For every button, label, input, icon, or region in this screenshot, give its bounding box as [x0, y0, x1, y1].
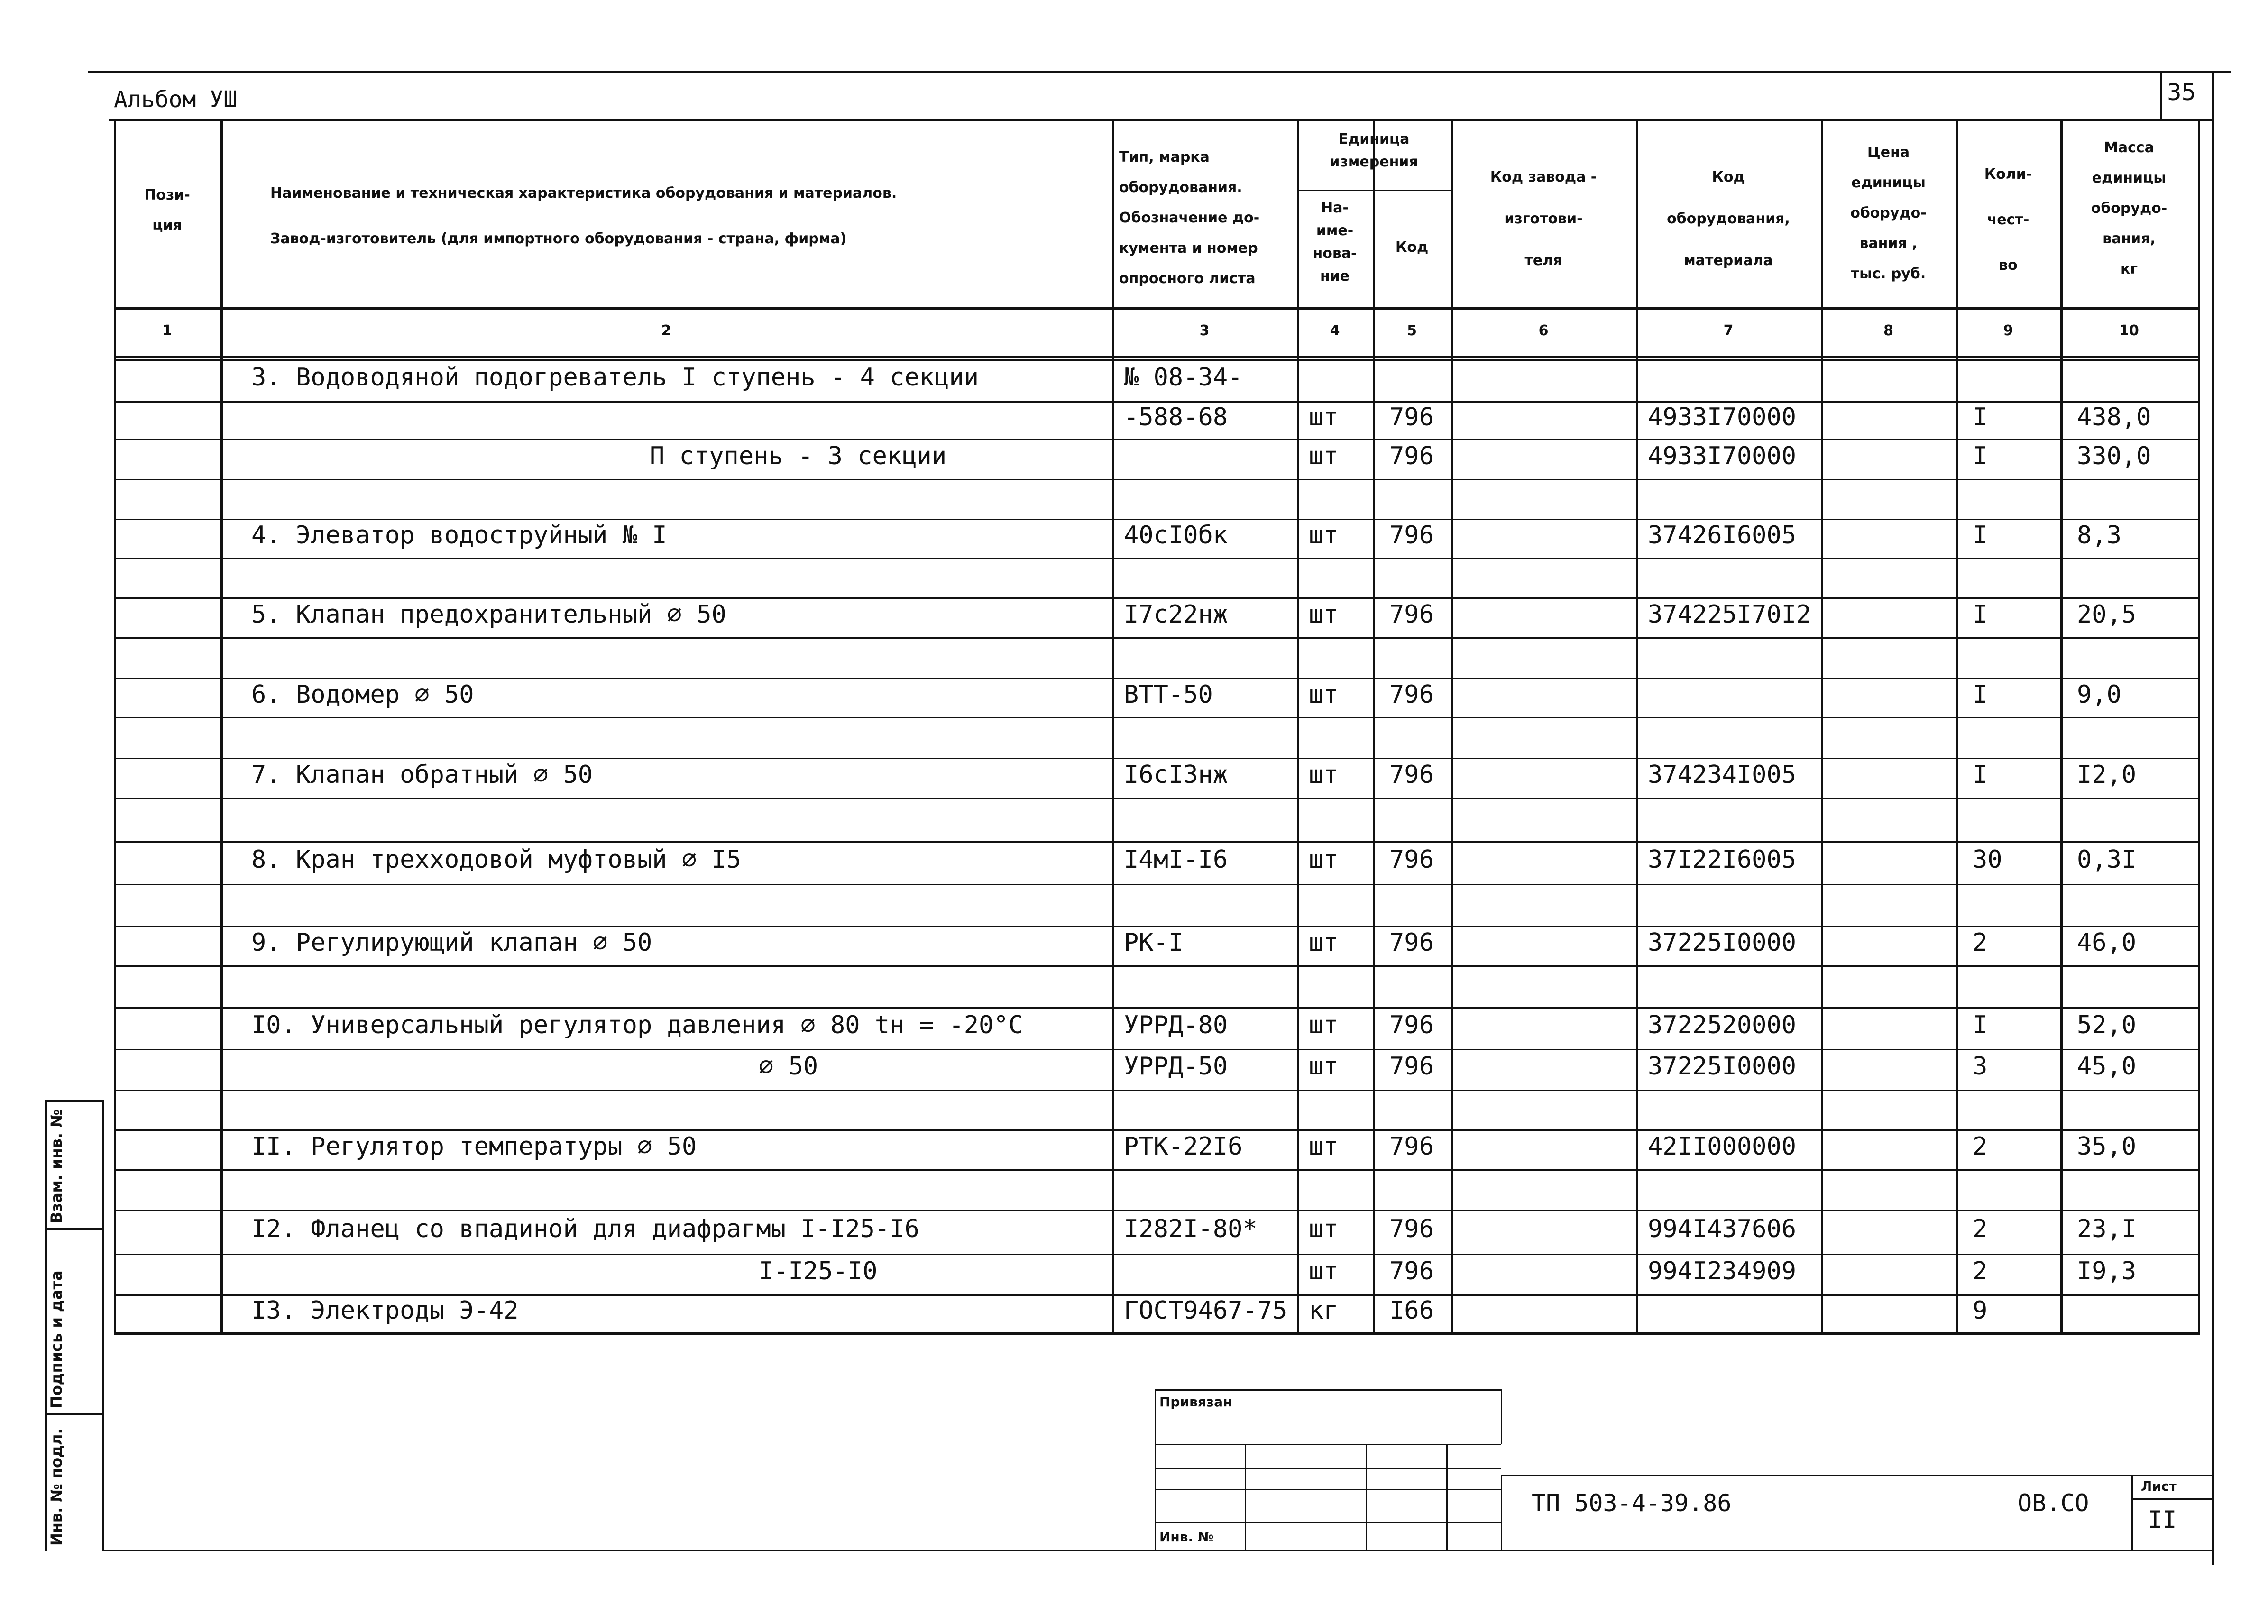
row-mass: I2,0 — [2077, 761, 2137, 789]
row-code: 796 — [1389, 845, 1434, 874]
row-name: I2. Фланец со впадиной для диафрагмы I-I25-I6 — [251, 1215, 919, 1243]
sheet-number: II — [2148, 1506, 2177, 1533]
row-unit: шт — [1309, 1215, 1339, 1243]
row-unit: шт — [1309, 521, 1339, 550]
row-mass: 9,0 — [2077, 680, 2121, 709]
row-code: 796 — [1389, 442, 1434, 470]
row-mass: 52,0 — [2077, 1011, 2137, 1039]
row-code: 796 — [1389, 521, 1434, 550]
row-code: 796 — [1389, 1052, 1434, 1081]
row-code: I66 — [1389, 1296, 1434, 1325]
row-name: I3. Электроды Э-42 — [251, 1296, 519, 1325]
row-qty: I — [1973, 521, 1988, 550]
row-code: 796 — [1389, 928, 1434, 957]
row-mass: 0,3I — [2077, 845, 2137, 874]
row-unit: шт — [1309, 761, 1339, 789]
column-number: 6 — [1538, 322, 1549, 339]
row-equip-code: 374234I005 — [1648, 761, 1797, 789]
row-equip-code: 994I234909 — [1648, 1257, 1797, 1285]
column-number: 9 — [2003, 322, 2013, 339]
sheet-label: Лист — [2141, 1478, 2177, 1494]
header-type: Тип, марка оборудования. Обозначение до- кумента и номер опросного листа — [1119, 149, 1260, 287]
row-mass: 46,0 — [2077, 928, 2137, 957]
row-unit: шт — [1309, 1132, 1339, 1161]
row-equip-code: 4933I70000 — [1648, 442, 1797, 470]
page-number: 35 — [2167, 79, 2196, 106]
frame-right-line — [2212, 71, 2214, 1565]
header-qty: Коли- чест- во — [1984, 166, 2032, 274]
row-type: РК-I — [1124, 928, 1184, 957]
row-unit: шт — [1309, 928, 1339, 957]
row-name: II. Регулятор температуры ∅ 50 — [251, 1132, 697, 1161]
row-qty: I — [1973, 403, 1988, 431]
header-factory-code: Код завода - изготови- теля — [1490, 169, 1597, 269]
row-equip-code: 374225I70I2 — [1648, 600, 1811, 629]
header-name: Наименование и техническая характеристика оборудования и материалов. Завод-изготовитель (для импортного оборудования - страна, фирма) — [270, 185, 897, 247]
row-qty: 2 — [1973, 1257, 1988, 1285]
column-number: 4 — [1330, 322, 1340, 339]
header-pos: Пози- ция — [144, 187, 190, 234]
row-unit: шт — [1309, 1257, 1339, 1285]
row-code: 796 — [1389, 403, 1434, 431]
row-name: 6. Водомер ∅ 50 — [251, 680, 474, 709]
row-qty: 2 — [1973, 1132, 1988, 1161]
row-qty: I — [1973, 680, 1988, 709]
row-qty: 30 — [1973, 845, 2002, 874]
row-name: I0. Универсальный регулятор давления ∅ 80 tн = -20°С — [251, 1011, 1023, 1039]
top-border — [88, 71, 2231, 73]
row-qty: 3 — [1973, 1052, 1988, 1081]
header-equip-code: Код оборудования, материала — [1667, 169, 1790, 269]
row-name: ∅ 50 — [759, 1052, 818, 1081]
row-mass: I9,3 — [2077, 1257, 2137, 1285]
row-code: 796 — [1389, 1215, 1434, 1243]
row-mass: 23,I — [2077, 1215, 2137, 1243]
header-unit-name: На- име- нова- ние — [1313, 200, 1357, 284]
column-number: 10 — [2119, 322, 2139, 339]
row-equip-code: 4933I70000 — [1648, 403, 1797, 431]
row-name: 4. Элеватор водоструйный № I — [251, 521, 667, 550]
row-qty: I — [1973, 600, 1988, 629]
row-equip-code: 37I22I6005 — [1648, 845, 1797, 874]
row-name: 5. Клапан предохранительный ∅ 50 — [251, 600, 726, 629]
row-qty: 2 — [1973, 928, 1988, 957]
side-label-vzam: Взам. инв. № — [47, 1109, 65, 1223]
row-unit: шт — [1309, 442, 1339, 470]
row-mass: 330,0 — [2077, 442, 2151, 470]
row-name: I-I25-I0 — [759, 1257, 878, 1285]
row-mass: 35,0 — [2077, 1132, 2137, 1161]
row-qty: 9 — [1973, 1296, 1988, 1325]
row-qty: 2 — [1973, 1215, 1988, 1243]
row-name: П ступень - 3 секции — [650, 442, 947, 470]
side-label-inv-podl: Инв. № подл. — [47, 1428, 65, 1546]
row-name: 3. Водоводяной подогреватель I ступень - 4 секции — [251, 363, 979, 392]
row-name: 9. Регулирующий клапан ∅ 50 — [251, 928, 652, 957]
row-name: 7. Клапан обратный ∅ 50 — [251, 761, 593, 789]
row-equip-code: 3722520000 — [1648, 1011, 1797, 1039]
row-unit: кг — [1309, 1296, 1339, 1325]
stamp-privyazan: Привязан — [1159, 1394, 1232, 1410]
row-qty: I — [1973, 761, 1988, 789]
row-code: 796 — [1389, 680, 1434, 709]
row-type: ГОСТ9467-75 — [1124, 1296, 1287, 1325]
row-qty: I — [1973, 1011, 1988, 1039]
row-type: УРРД-80 — [1124, 1011, 1228, 1039]
row-type: I6сI3нж — [1124, 761, 1228, 789]
row-equip-code: 42II000000 — [1648, 1132, 1797, 1161]
row-equip-code: 994I437606 — [1648, 1215, 1797, 1243]
row-code: 796 — [1389, 761, 1434, 789]
row-mass: 438,0 — [2077, 403, 2151, 431]
column-number: 8 — [1883, 322, 1893, 339]
row-type: РТК-22I6 — [1124, 1132, 1243, 1161]
row-unit: шт — [1309, 1052, 1339, 1081]
header-mass: Масса единицы оборудо- вания, кг — [2091, 139, 2167, 277]
row-type: УРРД-50 — [1124, 1052, 1228, 1081]
row-unit: шт — [1309, 1011, 1339, 1039]
header-price: Цена единицы оборудо- вания , тыс. руб. — [1850, 144, 1927, 282]
row-type: 40сI0бк — [1124, 521, 1228, 550]
row-equip-code: 37225I0000 — [1648, 1052, 1797, 1081]
row-code: 796 — [1389, 1132, 1434, 1161]
row-code: 796 — [1389, 1257, 1434, 1285]
row-equip-code: 37225I0000 — [1648, 928, 1797, 957]
side-label-podpis: Подпись и дата — [47, 1270, 65, 1408]
row-type: I4мI-I6 — [1124, 845, 1228, 874]
row-type: ВТТ-50 — [1124, 680, 1213, 709]
header-unit-code: Код — [1395, 239, 1429, 256]
row-unit: шт — [1309, 680, 1339, 709]
stamp-inv-no: Инв. № — [1159, 1529, 1214, 1545]
doc-code: ТП 503-4-39.86 — [1532, 1489, 1732, 1517]
column-number: 2 — [661, 322, 671, 339]
row-mass: 8,3 — [2077, 521, 2121, 550]
row-type: I7с22нж — [1124, 600, 1228, 629]
row-code: 796 — [1389, 1011, 1434, 1039]
row-type: -588-68 — [1124, 403, 1228, 431]
row-mass: 45,0 — [2077, 1052, 2137, 1081]
row-unit: шт — [1309, 600, 1339, 629]
row-unit: шт — [1309, 403, 1339, 431]
row-qty: I — [1973, 442, 1988, 470]
column-number: 7 — [1723, 322, 1734, 339]
header-unit: Единица измерения — [1330, 131, 1418, 170]
row-type: I282I-80* — [1124, 1215, 1258, 1243]
section-code: ОВ.СО — [2018, 1489, 2089, 1517]
frame-top-line — [109, 119, 2214, 121]
column-number: 5 — [1407, 322, 1417, 339]
row-mass: 20,5 — [2077, 600, 2137, 629]
row-name: 8. Кран трехходовой муфтовый ∅ I5 — [251, 845, 742, 874]
row-unit: шт — [1309, 845, 1339, 874]
album-title: Альбом УШ — [114, 86, 238, 113]
row-type: № 08-34- — [1124, 363, 1243, 392]
column-number: 1 — [162, 322, 172, 339]
column-number: 3 — [1199, 322, 1210, 339]
row-equip-code: 37426I6005 — [1648, 521, 1797, 550]
row-code: 796 — [1389, 600, 1434, 629]
